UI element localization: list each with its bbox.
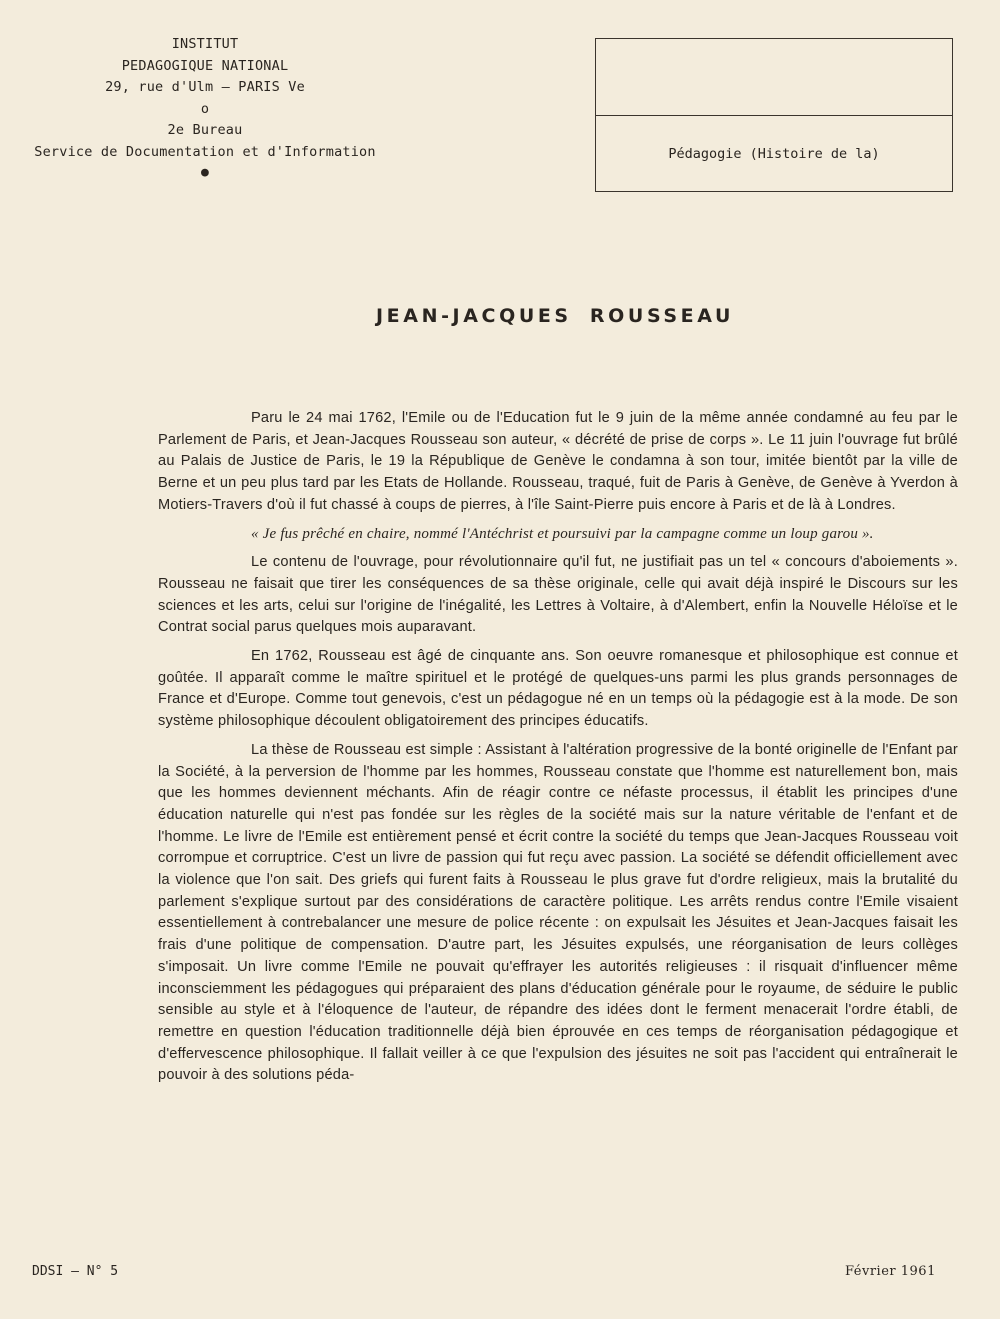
header-line-service: Service de Documentation et d'Information xyxy=(34,143,376,160)
header-line-address: 29, rue d'Ulm – PARIS Ve xyxy=(105,79,305,95)
document-title: JEAN-JACQUES ROUSSEAU xyxy=(376,305,734,327)
category-label: Pédagogie (Histoire de la) xyxy=(668,146,880,162)
header-line-institut: INSTITUT xyxy=(171,36,239,52)
footer-reference: DDSI – N° 5 xyxy=(32,1264,119,1279)
paragraph-4: La thèse de Rousseau est simple : Assistant à l'altération progressive de la bonté originelle de l'Enfant par la Société, à la perversion de l'homme par les hommes, Rousseau constate que l'homme est naturellement bon, mais que les hommes deviennent méchants. Afin de réagir contre ce néfaste processus, il établit les principes d'une éducation naturelle qui n'est pas fondée sur les règles de la société mais sur la nature véritable de l'enfant et de l'homme. Le livre de l'Emile est entièrement pensé et écrit contre la société du temps que Jean-Jacques Rousseau voit corrompue et corruptrice. C'est un livre de passion qui fut reçu avec passion. La société se défendit officiellement avec la violence que l'on sait. Des griefs qui furent faits à Rousseau le plus grave fut d'ordre religieux, mais la brutalité du parlement s'explique surtout par des considérations de caractère politique. Les arrêts rendus contre l'Emile visaient essentiellement à contrebalancer une mesure de police récente : on expulsait les Jésuites et Jean-Jacques faisait les frais d'une politique de compensation. D'autre part, les Jésuites expulsés, une réorganisation de leurs collèges s'imposait. Un livre comme l'Emile ne pouvait qu'effrayer les autorités religieuses : il risquait d'influencer même inconsciemment les pédagogues qui préparaient des plans d'éducation générale pour le royaume, de séduire le public sensible au style et à l'éloquence de l'auteur, de répandre des idées dont le ferment menacerait l'ordre établi, de remettre en question l'éducation traditionnelle déjà bien éprouvée en ces temps de réorganisation pédagogique et d'effervescence philosophique. Il fallait veiller à ce que l'expulsion des jésuites ne soit pas l'accident qui entraînerait le pouvoir à des solutions péda- xyxy=(158,741,958,1084)
quote-paragraph: « Je fus prêché en chaire, nommé l'Antéchrist et poursuivi par la campagne comme un loup garou ». xyxy=(251,525,874,542)
document-body xyxy=(158,408,958,1094)
header-line-bureau: 2e Bureau xyxy=(167,122,243,138)
category-box xyxy=(595,38,953,192)
institution-header xyxy=(20,34,390,183)
header-line-name: PEDAGOGIQUE NATIONAL xyxy=(121,57,289,74)
paragraph-2: Le contenu de l'ouvrage, pour révolutionnaire qu'il fut, ne justifiait pas un tel « concours d'aboiements ». Rousseau ne faisait que tirer les conséquences de sa thèse originale, celle qui avait déjà inspiré le Discours sur les sciences et les arts, celui sur l'origine de l'inégalité, les Lettres à Voltaire, à d'Alembert, enfin la Nouvelle Héloïse et le Contrat social parus quelques mois auparavant. xyxy=(158,554,958,636)
bullet-dot-icon: ● xyxy=(200,165,210,180)
header-line-separator: o xyxy=(200,100,210,117)
box-divider xyxy=(596,115,952,116)
paragraph-1: Paru le 24 mai 1762, l'Emile ou de l'Education fut le 9 juin de la même année condamné au feu par le Parlement de Paris, et Jean-Jacques Rousseau son auteur, « décrété de prise de corps ». Le 11 juin l'ouvrage fut brûlé au Palais de Justice de Paris, le 19 la République de Genève le condamna à son tour, imitée bientôt par la ville de Berne et un peu plus tard par les Etats de Hollande. Rousseau, traqué, fuit de Paris à Genève, de Genève à Yverdon à Motiers-Travers d'où il fut chassé à coups de pierres, à l'île Saint-Pierre puis encore à Paris et de là à Londres. xyxy=(158,410,958,513)
footer-date: Février 1961 xyxy=(845,1264,936,1279)
paragraph-3: En 1762, Rousseau est âgé de cinquante ans. Son oeuvre romanesque et philosophique est connue et goûtée. Il apparaît comme le maître spirituel et le protégé de quelques-uns parmi les plus grands personnages de France et d'Europe. Comme tout genevois, c'est un pédagogue né en un temps où la pédagogie est à la mode. De son système philosophique découlent obligatoirement des principes éducatifs. xyxy=(158,648,958,730)
